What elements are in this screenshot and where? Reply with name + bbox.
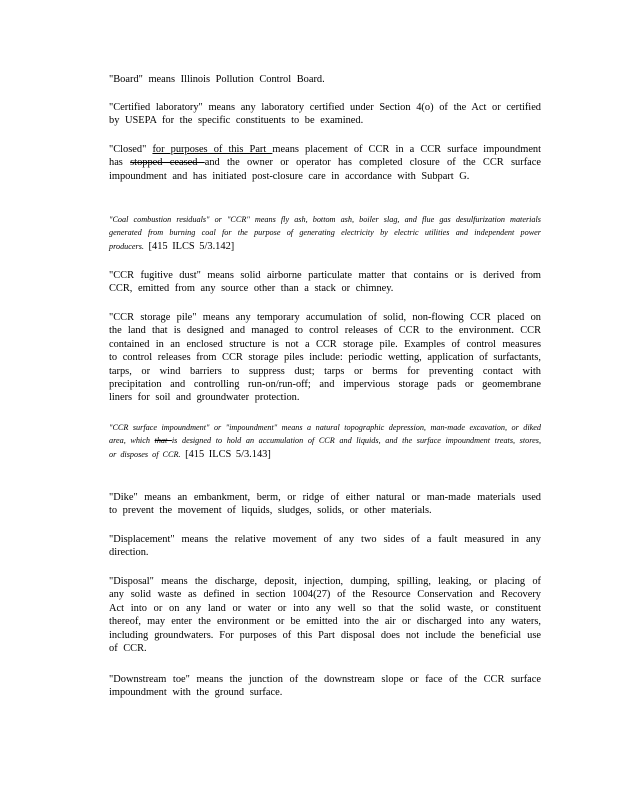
- definition-coal-combustion-residuals: [109, 213, 541, 253]
- closed-body-rest: and the owner or operator has completed closure of the CCR surface impoundment and has initiated post-closure care in accordance with Subpart G.: [109, 157, 541, 182]
- definition-ccr-storage-pile: "CCR storage pile" means any temporary accumulation of solid, non-flowing CCR placed on the land that is designed and managed to control releases of CCR to the environment. CCR contained in an enclosed structure is not a CCR storage pile. Examples of control measures to control releases from CCR storage piles include: periodic wetting, application of surfactants, tarps, or wind barriers to suppress dust; tarps or berms for preventing contact with precipitation and controlling run-on/run-off; and impervious storage pads or geomembrane liners for soil and groundwater protection.: [109, 312, 541, 404]
- definition-dike: "Dike" means an embankment, berm, or ridge of either natural or man-made materials used to prevent the movement of liquids, sludges, solids, or other materials.: [109, 492, 541, 517]
- definition-ccr-fugitive-dust: "CCR fugitive dust" means solid airborne particulate matter that contains or is derived from CCR, emitted from any source other than a stack or chimney.: [109, 270, 541, 295]
- ccr-statutory-text: "Coal combustion residuals" or "CCR" means fly ash, bottom ash, boiler slag, and flue gas desulfurization materials generated from burning coal for the purpose of generating electricity by electric utilities and independent power producers.: [109, 215, 541, 251]
- impoundment-text-rest: is designed to hold an accumulation of CCR and liquids, and the surface impoundment treats, stores, or disposes of CCR.: [109, 436, 541, 459]
- impoundment-struck-text: that: [154, 436, 172, 446]
- definition-closed: [109, 143, 541, 183]
- closed-inserted-text: for purposes of this Part: [152, 144, 273, 155]
- definition-disposal: "Disposal" means the discharge, deposit, injection, dumping, spilling, leaking, or placing of any solid waste as defined in section 1004(27) of the Resource Conservation and Recovery Act into or on any land or water or into any well so that the solid waste, or constituent thereof, may enter the environment or be emitted into the air or discharged into any waters, including groundwaters. For purposes of this Part disposal does not include the beneficial use of CCR.: [109, 576, 541, 655]
- ccr-citation: [415 ILCS 5/3.142]: [143, 240, 235, 252]
- closed-revision-text: stopped ceased: [130, 157, 205, 169]
- closed-term: "Closed": [109, 144, 153, 155]
- definition-downstream-toe: "Downstream toe" means the junction of the downstream slope or face of the CCR surface impoundment with the ground surface.: [109, 674, 541, 699]
- definition-certified-laboratory: "Certified laboratory" means any laboratory certified under Section 4(o) of the Act or certified by USEPA for the specific constituents to be examined.: [109, 102, 541, 127]
- closed-body: means placement of CCR in a CCR surface impoundment has: [109, 144, 542, 169]
- impoundment-text: "CCR surface impoundment" or "impoundment" means a natural topographic depression, man-made excavation, or diked area, which: [109, 423, 541, 446]
- definition-ccr-surface-impoundment: [109, 421, 541, 461]
- definition-displacement: "Displacement" means the relative movement of any two sides of a fault measured in any direction.: [109, 534, 541, 559]
- definition-board: "Board" means Illinois Pollution Control Board.: [109, 74, 325, 85]
- impoundment-citation: [415 ILCS 5/3.143]: [180, 448, 271, 460]
